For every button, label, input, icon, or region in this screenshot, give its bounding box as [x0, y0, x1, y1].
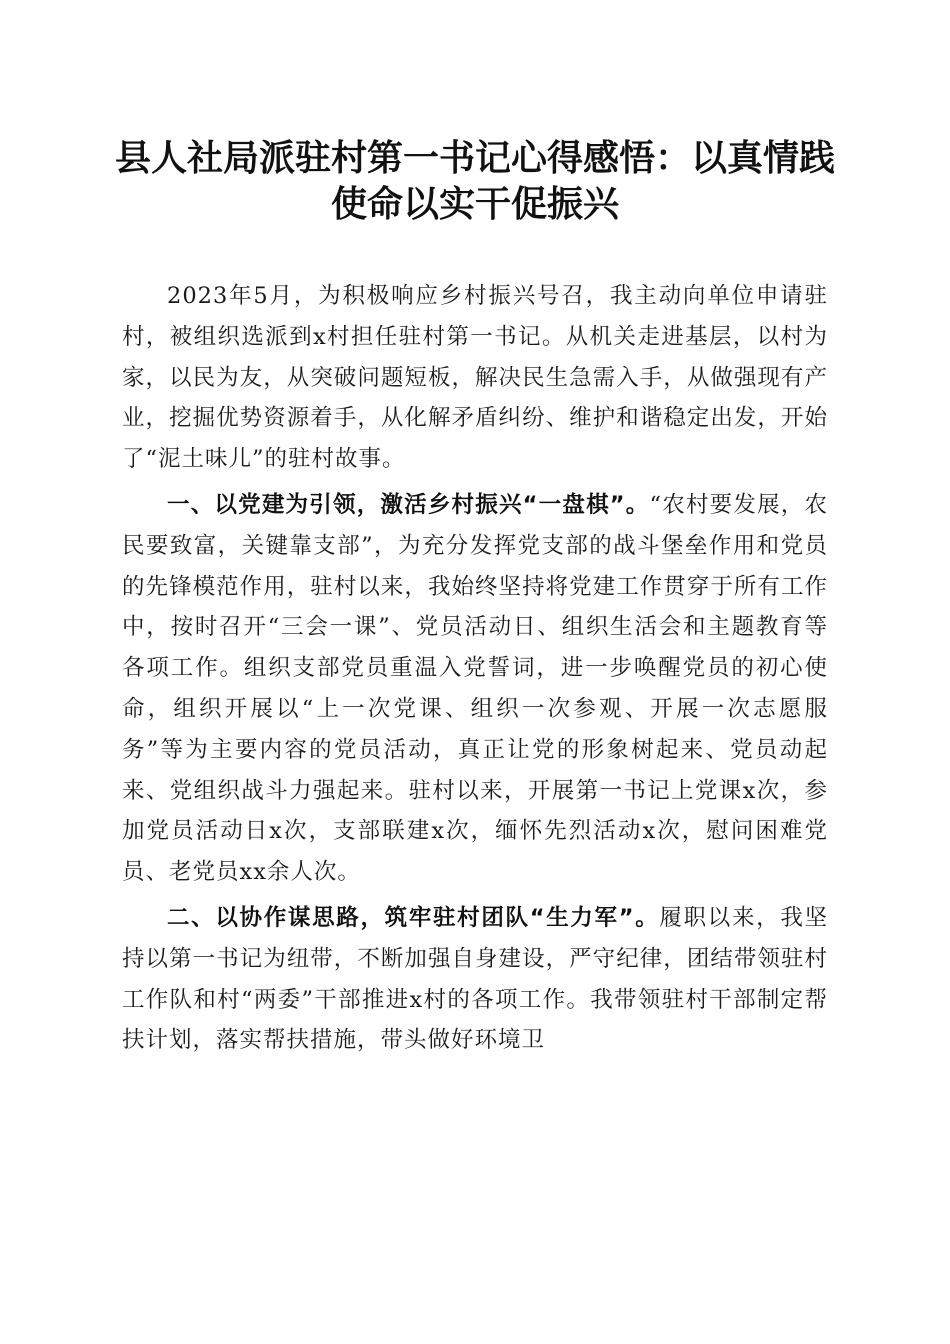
paragraph-section-one: [122, 485, 828, 893]
paragraph-section-two: [122, 898, 828, 1061]
paragraph-intro-text: 2023年5月，为积极响应乡村振兴号召，我主动向单位申请驻村，被组织选派到x村担任驻村第一书记。从机关走进基层，以村为家，以民为友，从突破问题短板，解决民生急需入手，从做强现有产业，挖掘优势资源着手，从化解矛盾纠纷、维护和谐稳定出发，开始了“泥土味儿”的驻村故事。: [122, 283, 828, 473]
paragraph-intro: [122, 276, 828, 480]
document-body: [122, 276, 828, 1066]
document-title: 县人社局派驻村第一书记心得感悟：以真情践使命以实干促振兴: [114, 138, 835, 225]
section-one-heading: 一、以党建为引领，激活乡村振兴“一盘棋”。: [167, 491, 650, 518]
section-one-text: “农村要发展，农民要致富，关键靠支部”，为充分发挥党支部的战斗堡垒作用和党员的先锋模范作用，驻村以来，我始终坚持将党建工作贯穿于所有工作中，按时召开“三会一课”、党员活动日、组织生活会和主题教育等各项工作。组织支部党员重温入党誓词，进一步唤醒党员的初心使命，组织开展以“上一次党课、组织一次参观、开展一次志愿服务”等为主要内容的党员活动，真正让党的形象树起来、党员动起来、党组织战斗力强起来。驻村以来，开展第一书记上党课x次，参加党员活动日x次，支部联建x次，缅怀先烈活动x次，慰问困难党员、老党员xx余人次。: [122, 491, 828, 886]
section-two-heading: 二、以协作谋思路，筑牢驻村团队“生力军”。: [167, 904, 660, 931]
section-two-text: 履职以来，我坚持以第一书记为纽带，不断加强自身建设，严守纪律，团结带领驻村工作队和村“两委”干部推进x村的各项工作。我带领驻村干部制定帮扶计划，落实帮扶措施，带头做好环境卫: [122, 904, 828, 1054]
